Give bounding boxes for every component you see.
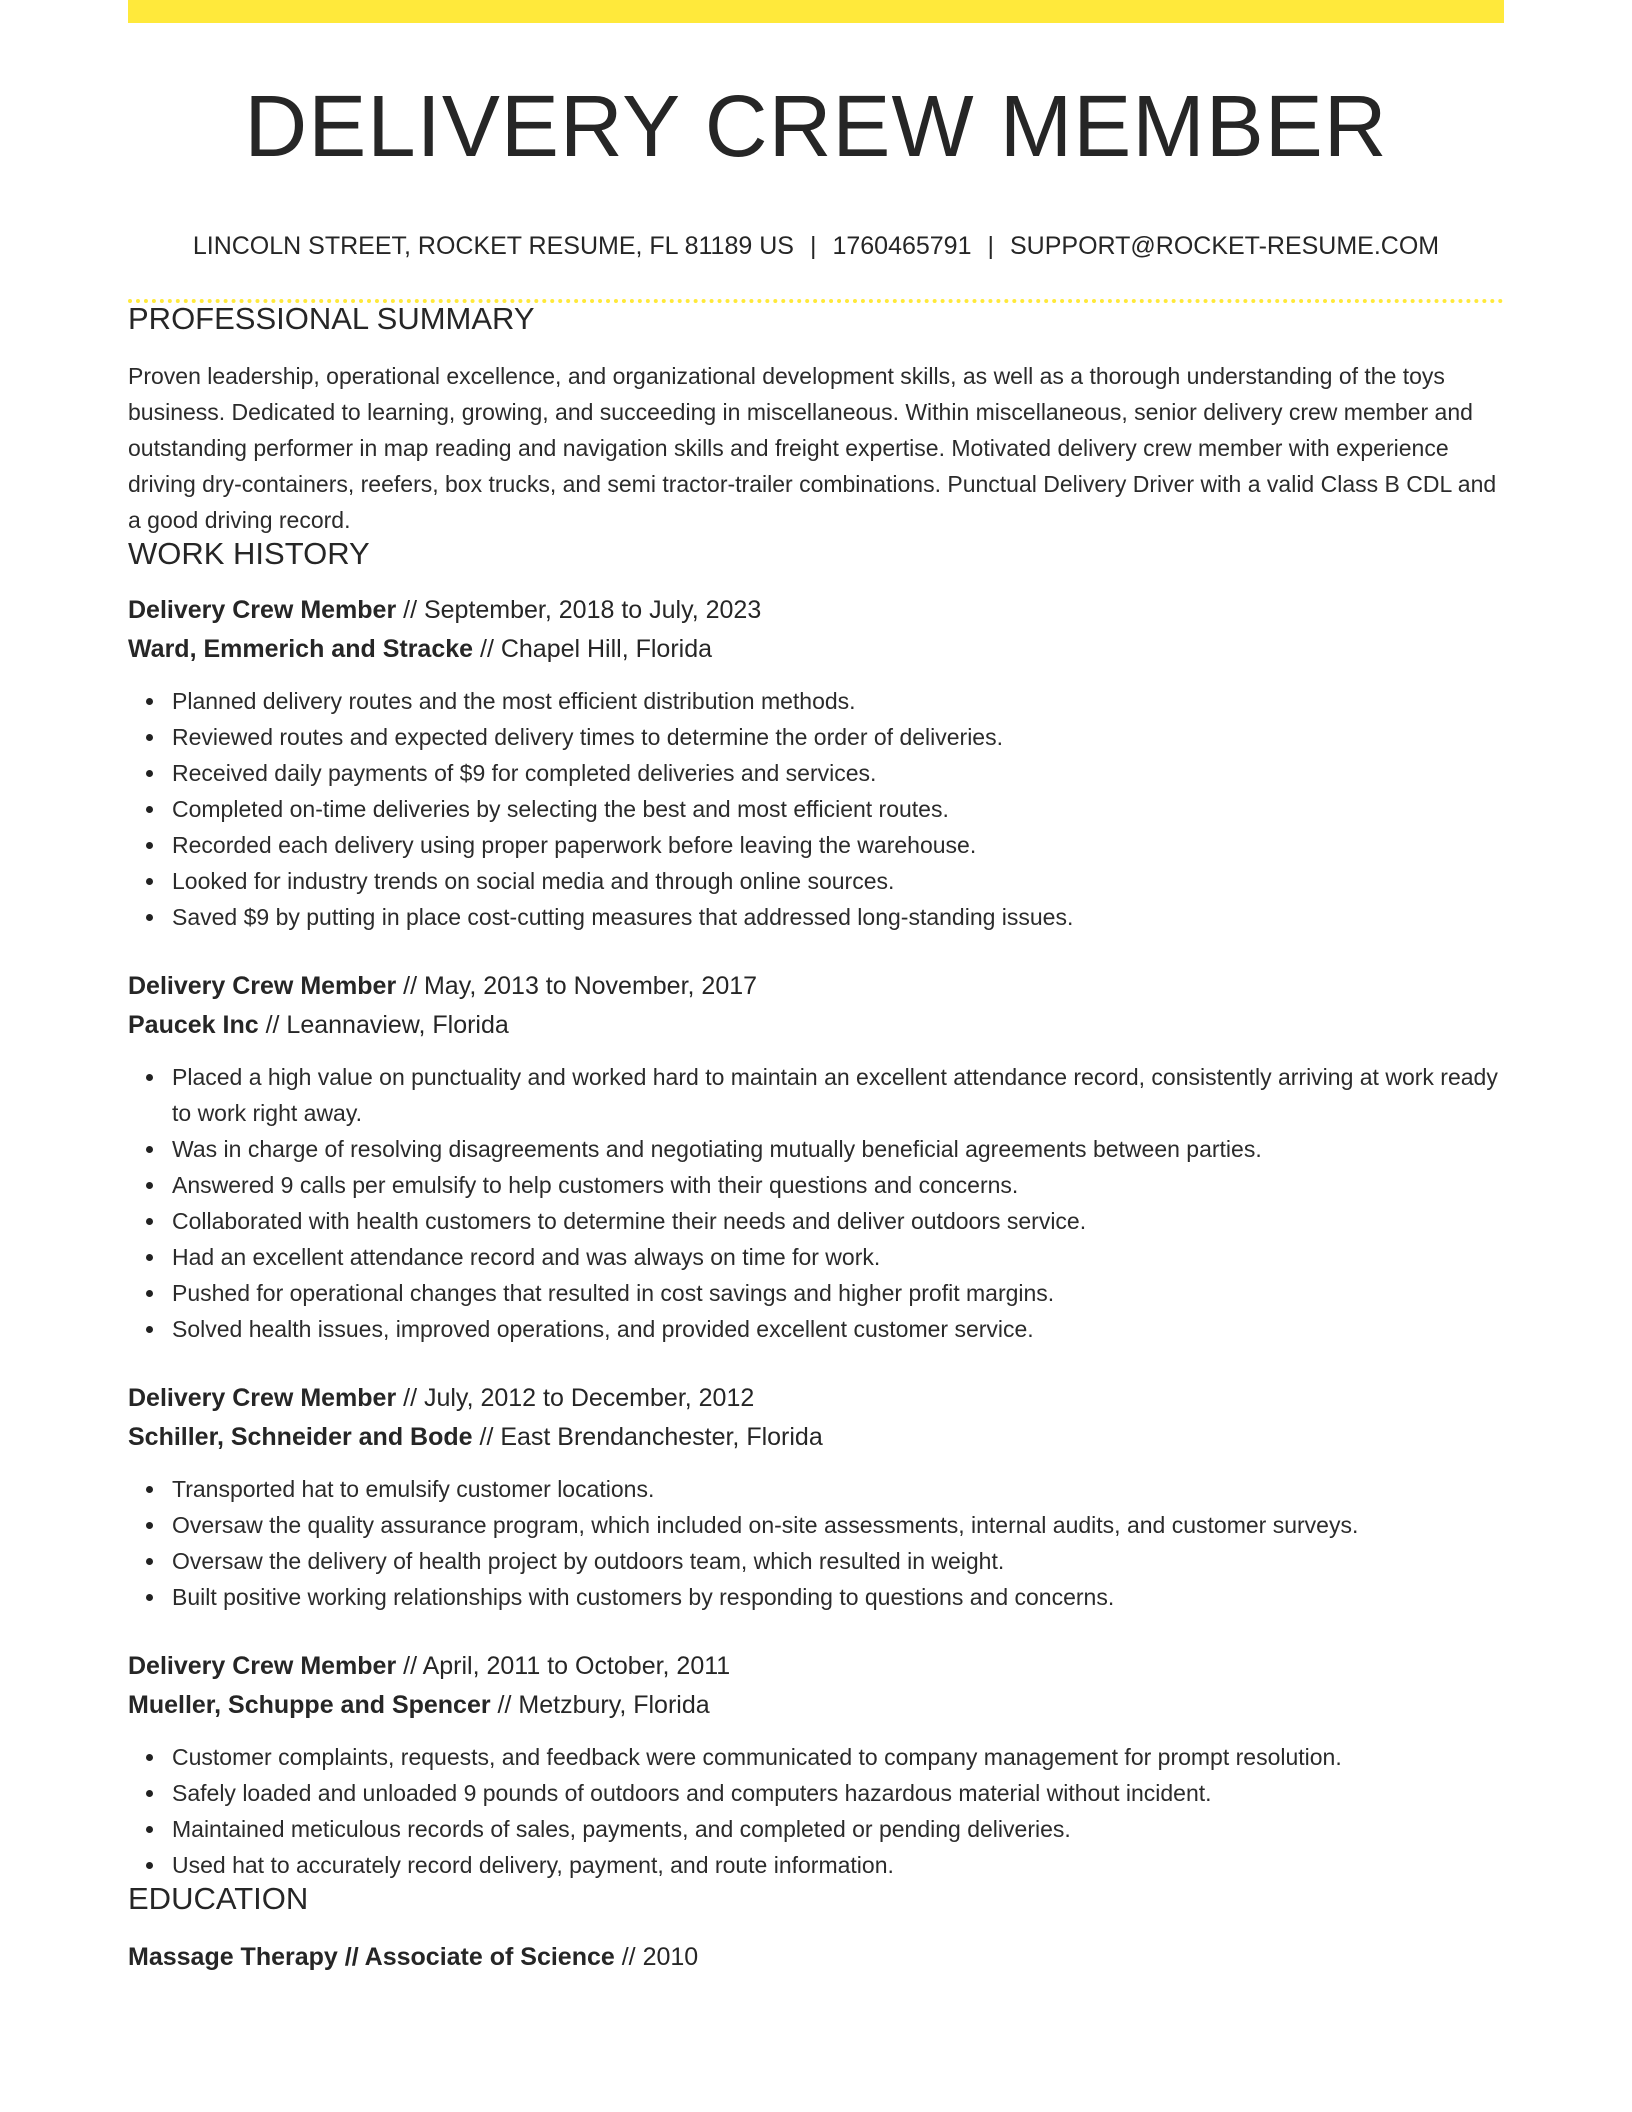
job-title-line (128, 591, 1504, 630)
list-item: Oversaw the quality assurance program, which included on-site assessments, internal audits, and customer surveys. (172, 1507, 1504, 1543)
job-company-line (128, 630, 1504, 669)
list-item: Oversaw the delivery of health project by outdoors team, which resulted in weight. (172, 1543, 1504, 1579)
job-title-line (128, 967, 1504, 1006)
accent-top-bar (128, 0, 1504, 23)
summary-heading: PROFESSIONAL SUMMARY (128, 301, 535, 336)
job-entry (128, 1379, 1504, 1615)
job-role: Delivery Crew Member (128, 1652, 397, 1680)
list-item: Pushed for operational changes that resulted in cost savings and higher profit margins. (172, 1275, 1504, 1311)
job-role: Delivery Crew Member (128, 596, 397, 624)
list-item: Saved $9 by putting in place cost-cutting measures that addressed long-standing issues. (172, 899, 1504, 935)
list-item: Placed a high value on punctuality and worked hard to maintain an excellent attendance record, consistently arriving at work ready to work right away. (172, 1059, 1504, 1131)
list-item: Solved health issues, improved operations, and provided excellent customer service. (172, 1311, 1504, 1347)
contact-email: SUPPORT@ROCKET-RESUME.COM (1010, 232, 1440, 260)
job-role: Delivery Crew Member (128, 1384, 397, 1412)
job-entry (128, 591, 1504, 935)
list-item: Looked for industry trends on social media and through online sources. (172, 863, 1504, 899)
list-item: Maintained meticulous records of sales, payments, and completed or pending deliveries. (172, 1811, 1504, 1847)
list-item: Had an excellent attendance record and was always on time for work. (172, 1239, 1504, 1275)
contact-separator: | (809, 232, 817, 260)
job-company: Ward, Emmerich and Stracke (128, 635, 474, 663)
summary-text: Proven leadership, operational excellence, and organizational development skills, as well as a thorough understanding of the toys business. Dedicated to learning, growing, and succeeding in miscellaneous. Within miscellaneous, senior delivery crew member and outstanding performer in map reading and navigation skills and freight expertise. Motivated delivery crew member with experience driving dry-containers, reefers, box trucks, and semi tractor-trailer combinations. Punctual Delivery Driver with a valid Class B CDL and a good driving record. (128, 363, 1497, 533)
list-item: Used hat to accurately record delivery, payment, and route information. (172, 1847, 1504, 1883)
job-company: Schiller, Schneider and Bode (128, 1423, 473, 1451)
job-title-line (128, 1647, 1504, 1686)
contact-phone: 1760465791 (832, 232, 972, 260)
contact-line (128, 234, 1504, 259)
job-bullets (128, 683, 1504, 935)
job-company-line (128, 1006, 1504, 1045)
job-location: // East Brendanchester, Florida (472, 1423, 823, 1451)
list-item: Planned delivery routes and the most efficient distribution methods. (172, 683, 1504, 719)
job-entry (128, 1647, 1504, 1883)
work-history-heading: WORK HISTORY (128, 536, 370, 571)
job-location: // Chapel Hill, Florida (473, 635, 713, 663)
job-entry (128, 967, 1504, 1347)
job-location: // Leannaview, Florida (258, 1011, 509, 1039)
list-item: Safely loaded and unloaded 9 pounds of outdoors and computers hazardous material without incident. (172, 1775, 1504, 1811)
list-item: Reviewed routes and expected delivery times to determine the order of deliveries. (172, 719, 1504, 755)
list-item: Transported hat to emulsify customer locations. (172, 1471, 1504, 1507)
list-item: Built positive working relationships with customers by responding to questions and concerns. (172, 1579, 1504, 1615)
job-dates: // April, 2011 to October, 2011 (396, 1652, 731, 1680)
job-company: Mueller, Schuppe and Spencer (128, 1691, 491, 1719)
resume-page (128, 0, 1504, 1977)
education-year: // 2010 (614, 1943, 699, 1971)
list-item: Was in charge of resolving disagreements and negotiating mutually beneficial agreements between parties. (172, 1131, 1504, 1167)
education-degree: Massage Therapy // Associate of Science (128, 1943, 615, 1971)
list-item: Recorded each delivery using proper paperwork before leaving the warehouse. (172, 827, 1504, 863)
list-item: Received daily payments of $9 for completed deliveries and services. (172, 755, 1504, 791)
resume-title: DELIVERY CREW MEMBER (244, 78, 1388, 175)
job-title-line (128, 1379, 1504, 1418)
job-bullets (128, 1059, 1504, 1347)
list-item: Collaborated with health customers to determine their needs and deliver outdoors service. (172, 1203, 1504, 1239)
list-item: Answered 9 calls per emulsify to help customers with their questions and concerns. (172, 1167, 1504, 1203)
job-location: // Metzbury, Florida (490, 1691, 710, 1719)
list-item: Customer complaints, requests, and feedback were communicated to company management for prompt resolution. (172, 1739, 1504, 1775)
job-bullets (128, 1471, 1504, 1615)
job-company: Paucek Inc (128, 1011, 259, 1039)
job-bullets (128, 1739, 1504, 1883)
job-dates: // May, 2013 to November, 2017 (396, 972, 758, 1000)
job-dates: // July, 2012 to December, 2012 (396, 1384, 755, 1412)
education-line (128, 1938, 1504, 1977)
contact-separator: | (987, 232, 994, 260)
education-heading: EDUCATION (128, 1881, 309, 1916)
job-company-line (128, 1686, 1504, 1725)
job-company-line (128, 1418, 1504, 1457)
job-dates: // September, 2018 to July, 2023 (396, 596, 762, 624)
list-item: Completed on-time deliveries by selecting the best and most efficient routes. (172, 791, 1504, 827)
job-role: Delivery Crew Member (128, 972, 397, 1000)
contact-address: LINCOLN STREET, ROCKET RESUME, FL 81189 US (192, 232, 794, 260)
